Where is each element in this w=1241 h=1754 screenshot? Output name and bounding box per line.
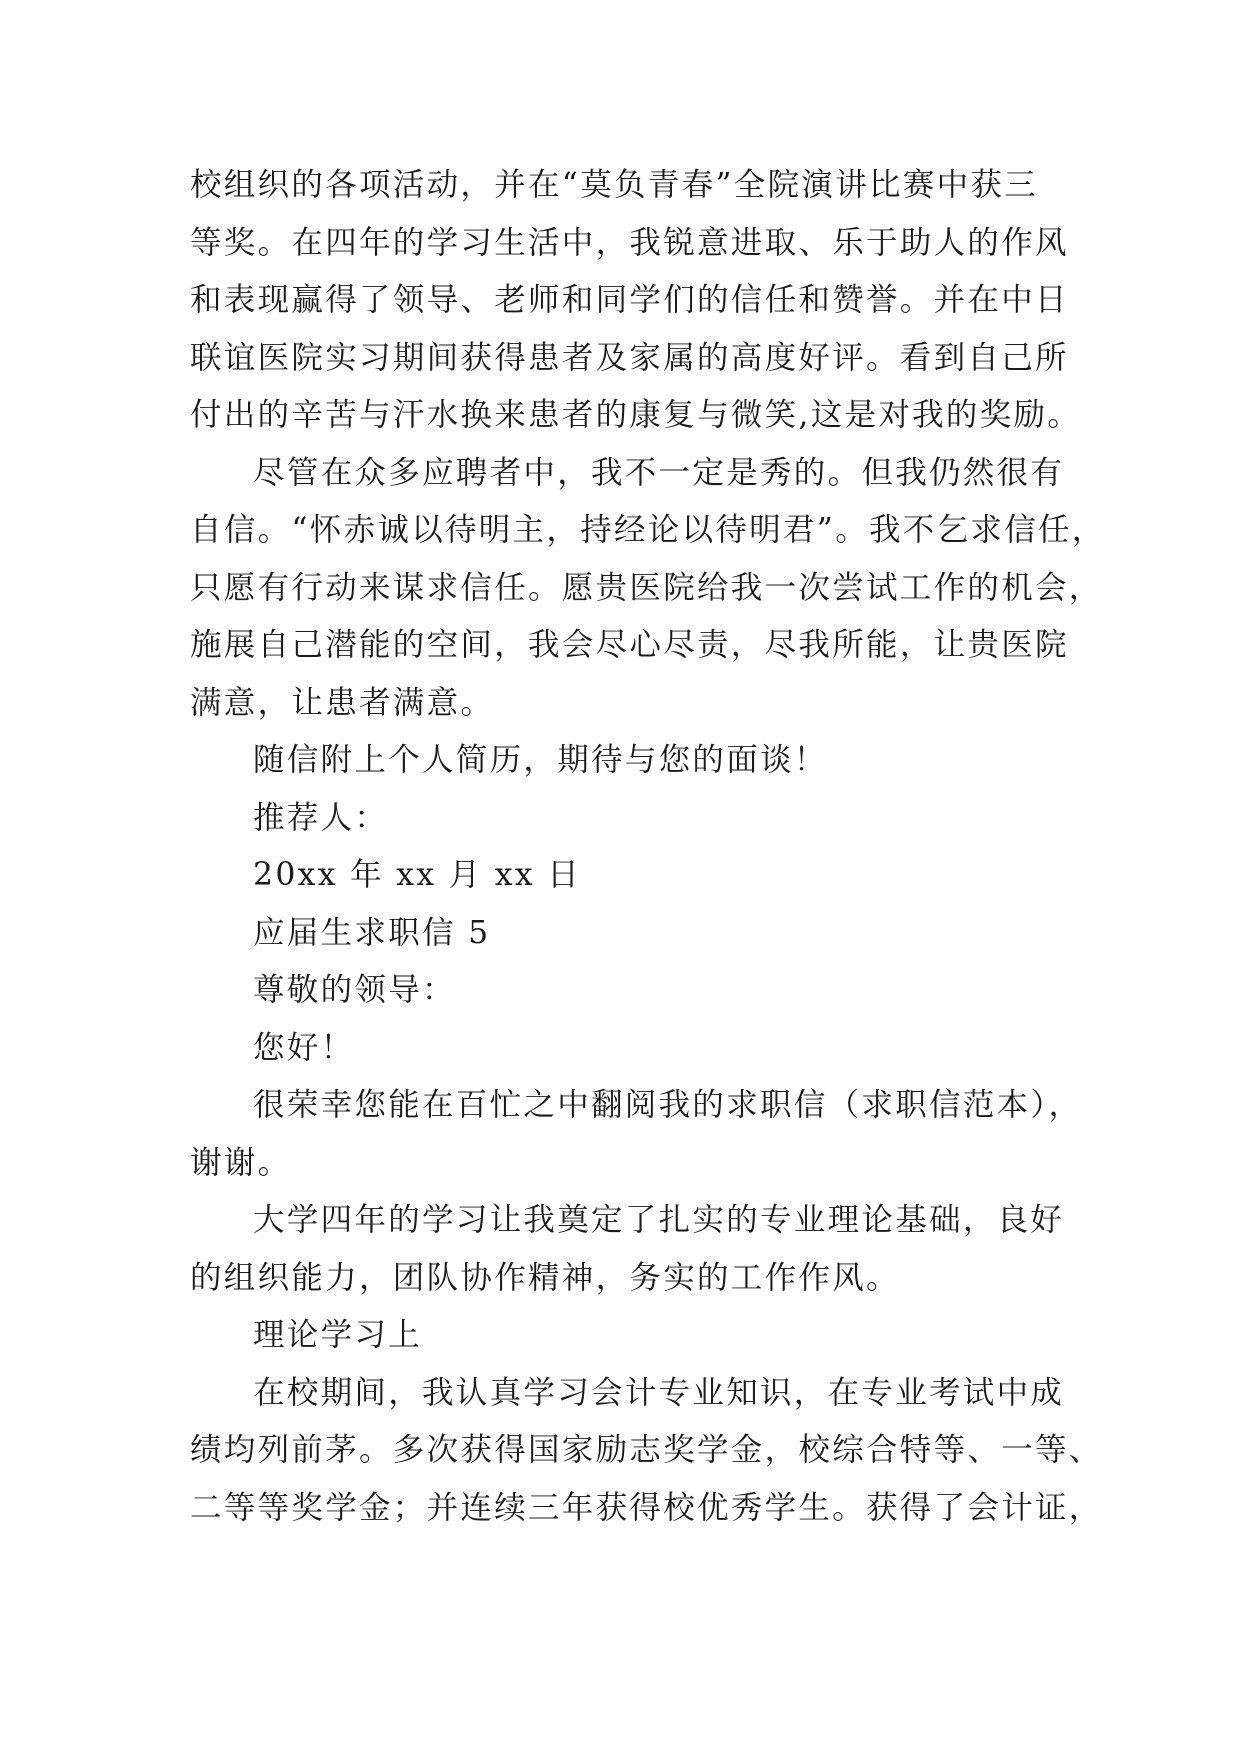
letter-body <box>190 157 1106 1537</box>
text-line: 二等等奖学金；并连续三年获得校优秀学生。获得了会计证， <box>190 1489 1103 1526</box>
text-line: 20xx 年 xx 月 xx 日 <box>253 857 582 893</box>
text-line: 和表现赢得了领导、老师和同学们的信任和赞誉。并在中日 <box>190 282 1069 318</box>
text-line: 您好！ <box>253 1029 355 1066</box>
text-line: 联谊医院实习期间获得患者及家属的高度好评。看到自己所 <box>190 339 1069 376</box>
text-line: 尽管在众多应聘者中，我不一定是秀的。但我仍然很有 <box>253 454 1065 491</box>
text-line: 尊敬的领导： <box>253 972 456 1008</box>
text-line: 推荐人： <box>253 799 389 836</box>
text-line: 绩均列前茅。多次获得国家励志奖学金，校综合特等、一等、 <box>190 1432 1103 1468</box>
text-line: 校组织的各项活动，并在“莫负青春”全院演讲比赛中获三 <box>190 167 1039 203</box>
text-line: 自信。“怀赤诚以待明主，持经论以待明君”。我不乞求信任， <box>190 512 1106 548</box>
text-line: 的组织能力，团队协作精神，务实的工作作风。 <box>190 1259 900 1296</box>
text-line: 理论学习上 <box>253 1317 423 1353</box>
text-line: 应届生求职信 5 <box>253 914 491 951</box>
text-line: 只愿有行动来谋求信任。愿贵医院给我一次尝试工作的机会， <box>190 569 1103 606</box>
text-line: 付出的辛苦与汗水换来患者的康复与微笑,这是对我的奖励。 <box>190 397 1082 433</box>
text-line: 满意，让患者满意。 <box>190 684 495 721</box>
text-line: 施展自己潜能的空间，我会尽心尽责，尽我所能，让贵医院 <box>190 627 1069 663</box>
text-line: 在校期间，我认真学习会计专业知识，在专业考试中成 <box>253 1374 1065 1411</box>
text-line: 谢谢。 <box>190 1144 292 1181</box>
text-line: 随信附上个人简历，期待与您的面谈！ <box>253 742 828 778</box>
text-line: 等奖。在四年的学习生活中，我锐意进取、乐于助人的作风 <box>190 224 1069 261</box>
text-line: 很荣幸您能在百忙之中翻阅我的求职信（求职信范本）， <box>253 1087 1083 1123</box>
text-line: 大学四年的学习让我奠定了扎实的专业理论基础，良好 <box>253 1202 1065 1238</box>
